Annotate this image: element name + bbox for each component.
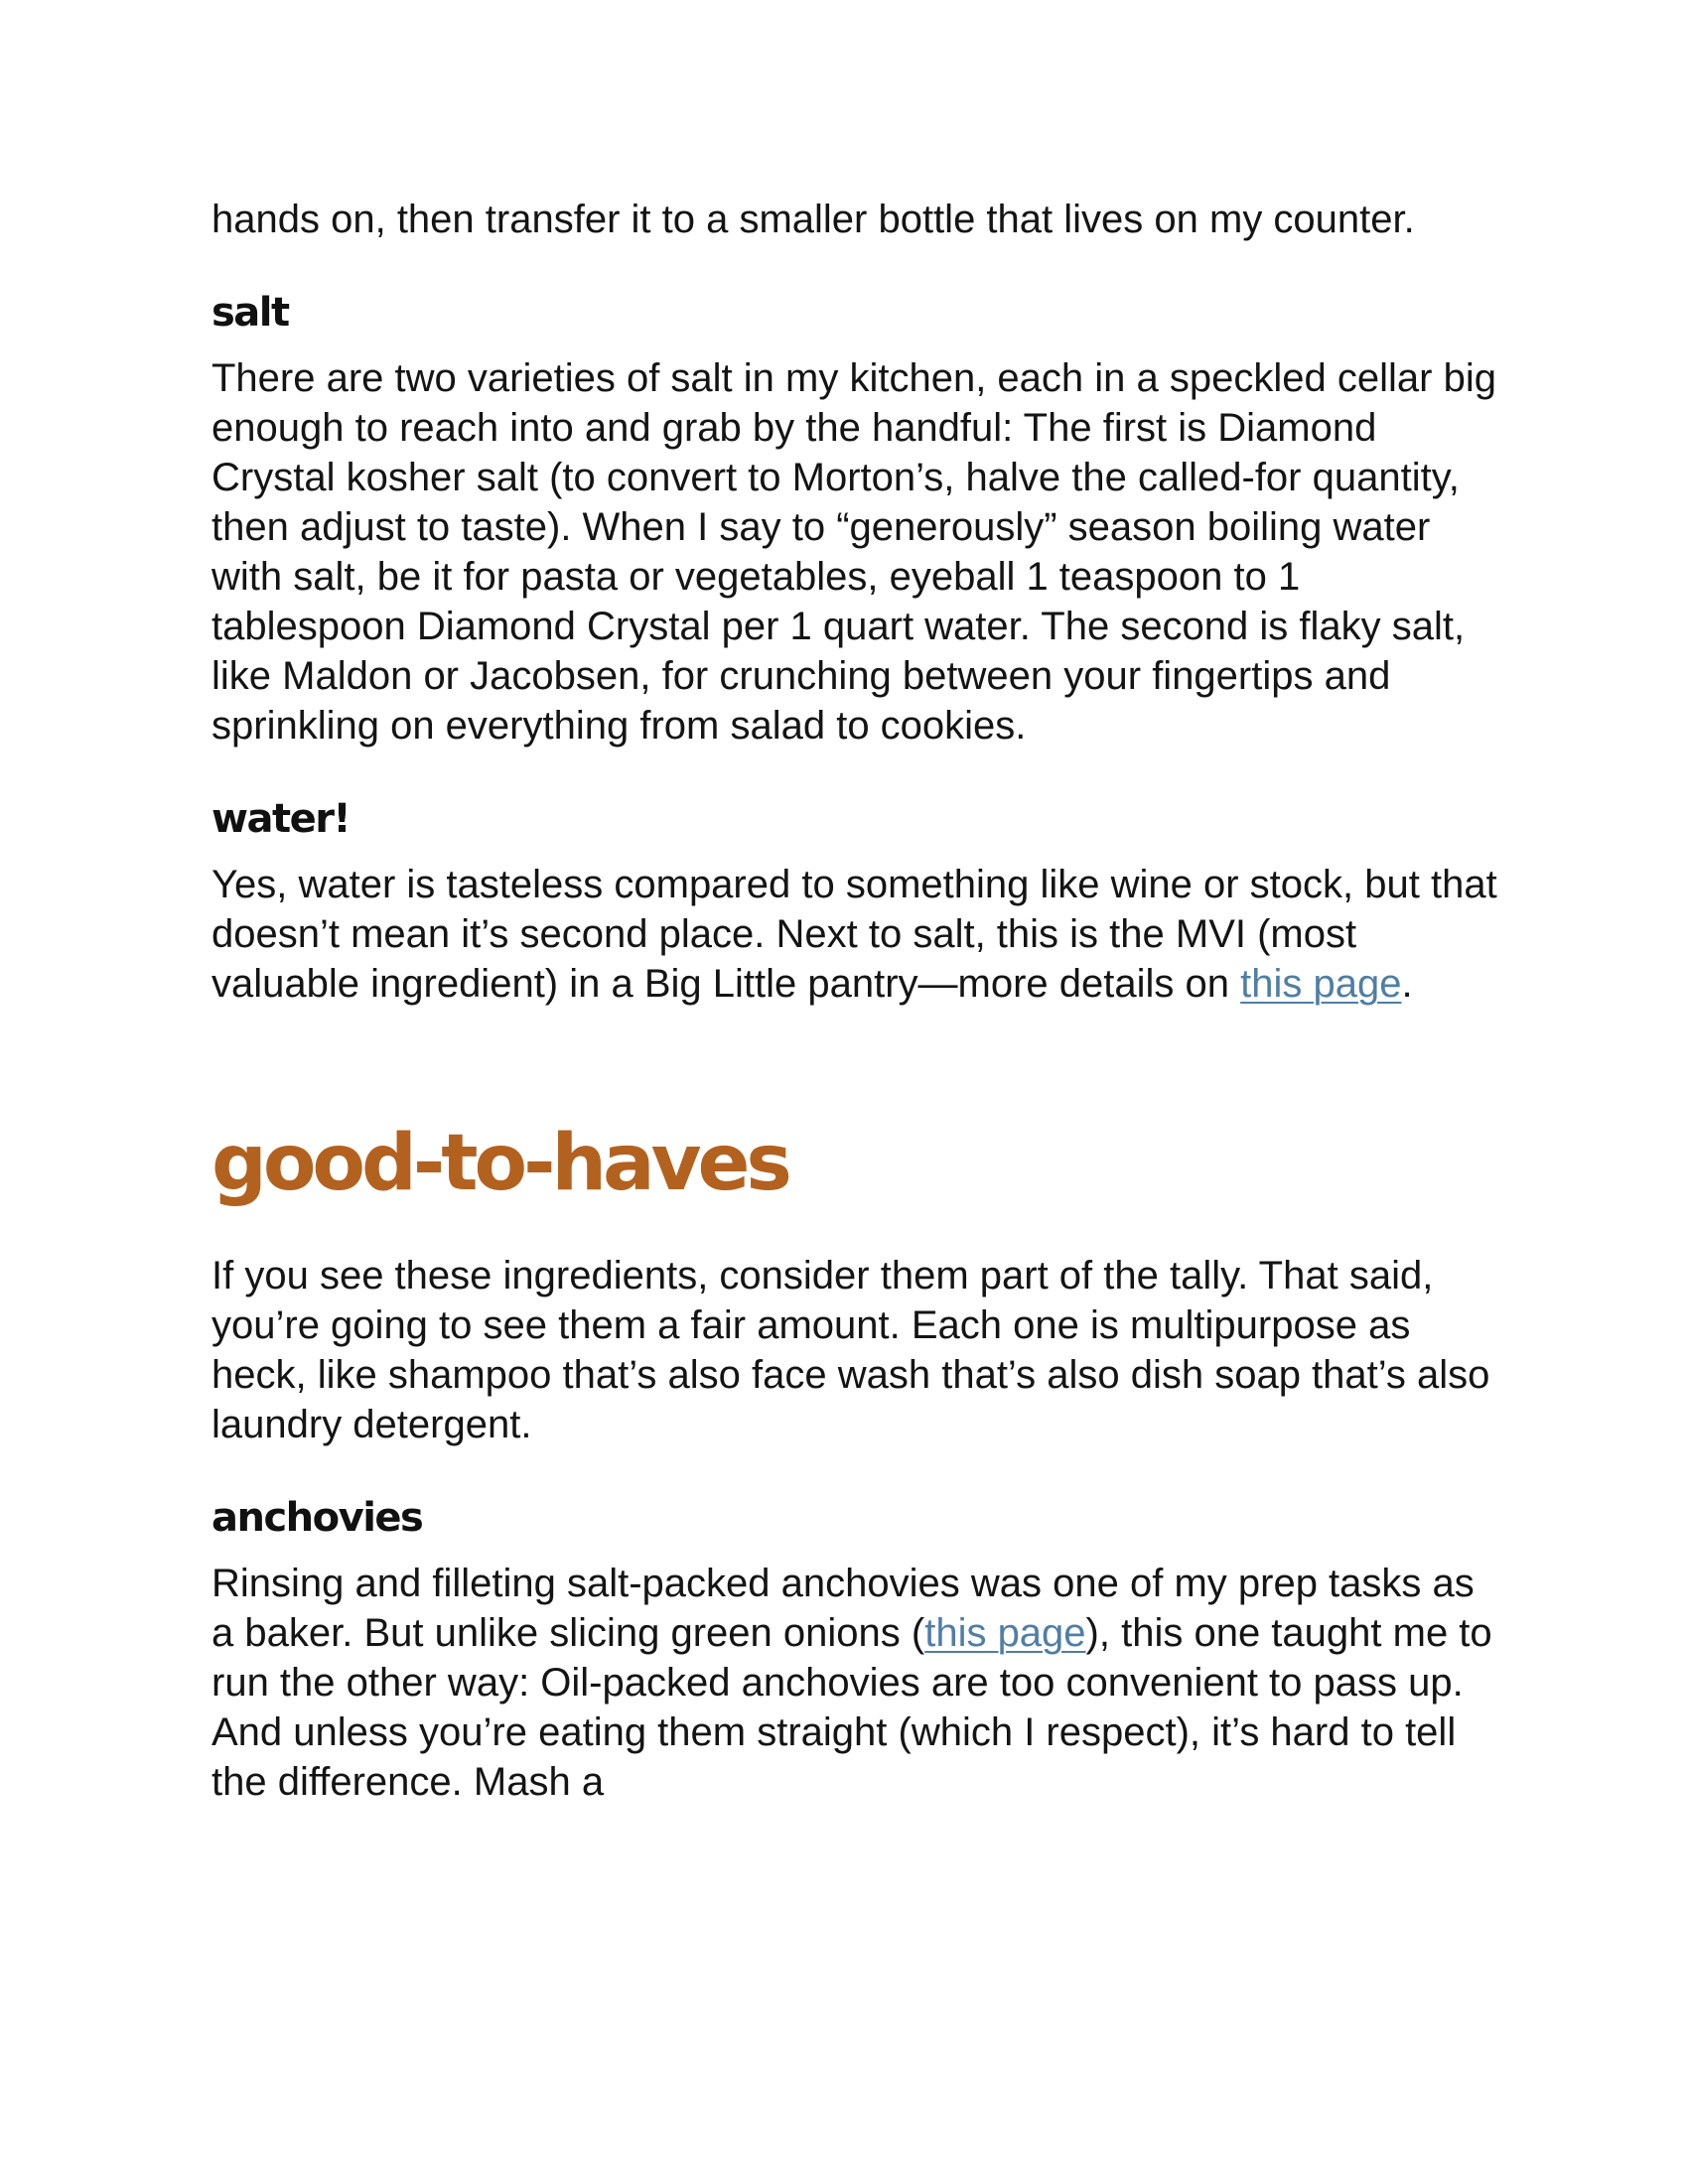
anchovies-text-before: Rinsing and filleting salt-packed anchovies was one of my prep tasks as a baker. But unlike slicing green onions ( [211, 1562, 1475, 1655]
good-to-haves-heading: good-to-haves [211, 1119, 788, 1208]
water-text-after: . [1401, 962, 1413, 1006]
salt-paragraph: There are two varieties of salt in my kitchen, each in a speckled cellar big enough to reach into and grab by the handful: The first is Diamond Crystal kosher salt (to convert to Morton’s, halve the called-for quantity, then adjust to taste). When I say to “generously” season boiling water with salt, be it for pasta or vegetables, eyeball 1 teaspoon to 1 tablespoon Diamond Crystal per 1 quart water. The second is flaky salt, like Maldon or Jacobsen, for crunching between your fingertips and sprinkling on everything from salad to cookies. [211, 356, 1496, 748]
salt-heading: salt [211, 290, 289, 336]
anchovies-paragraph [211, 1559, 1502, 1807]
page-content [211, 195, 1502, 1807]
water-this-page-link[interactable]: this page [1240, 962, 1402, 1006]
water-heading: water! [211, 796, 351, 842]
anchovies-heading: anchovies [211, 1495, 423, 1541]
anchovies-text-after: ), this one taught me to run the other way: Oil-packed anchovies are too convenient to pass up. And unless you’re eating them straight (which I respect), it’s hard to tell the difference. Mash a [211, 1611, 1492, 1804]
water-text-before: Yes, water is tasteless compared to something like wine or stock, but that doesn’t mean it’s second place. Next to salt, this is the MVI (most valuable ingredient) in a Big Little pantry—more details on [211, 863, 1497, 1006]
good-to-haves-paragraph: If you see these ingredients, consider them part of the tally. That said, you’re going to see them a fair amount. Each one is multipurpose as heck, like shampoo that’s also face wash that’s also dish soap that’s also laundry detergent. [211, 1254, 1490, 1446]
anchovies-this-page-link[interactable]: this page [924, 1611, 1086, 1655]
intro-paragraph: hands on, then transfer it to a smaller bottle that lives on my counter. [211, 198, 1415, 241]
water-paragraph [211, 860, 1502, 1009]
